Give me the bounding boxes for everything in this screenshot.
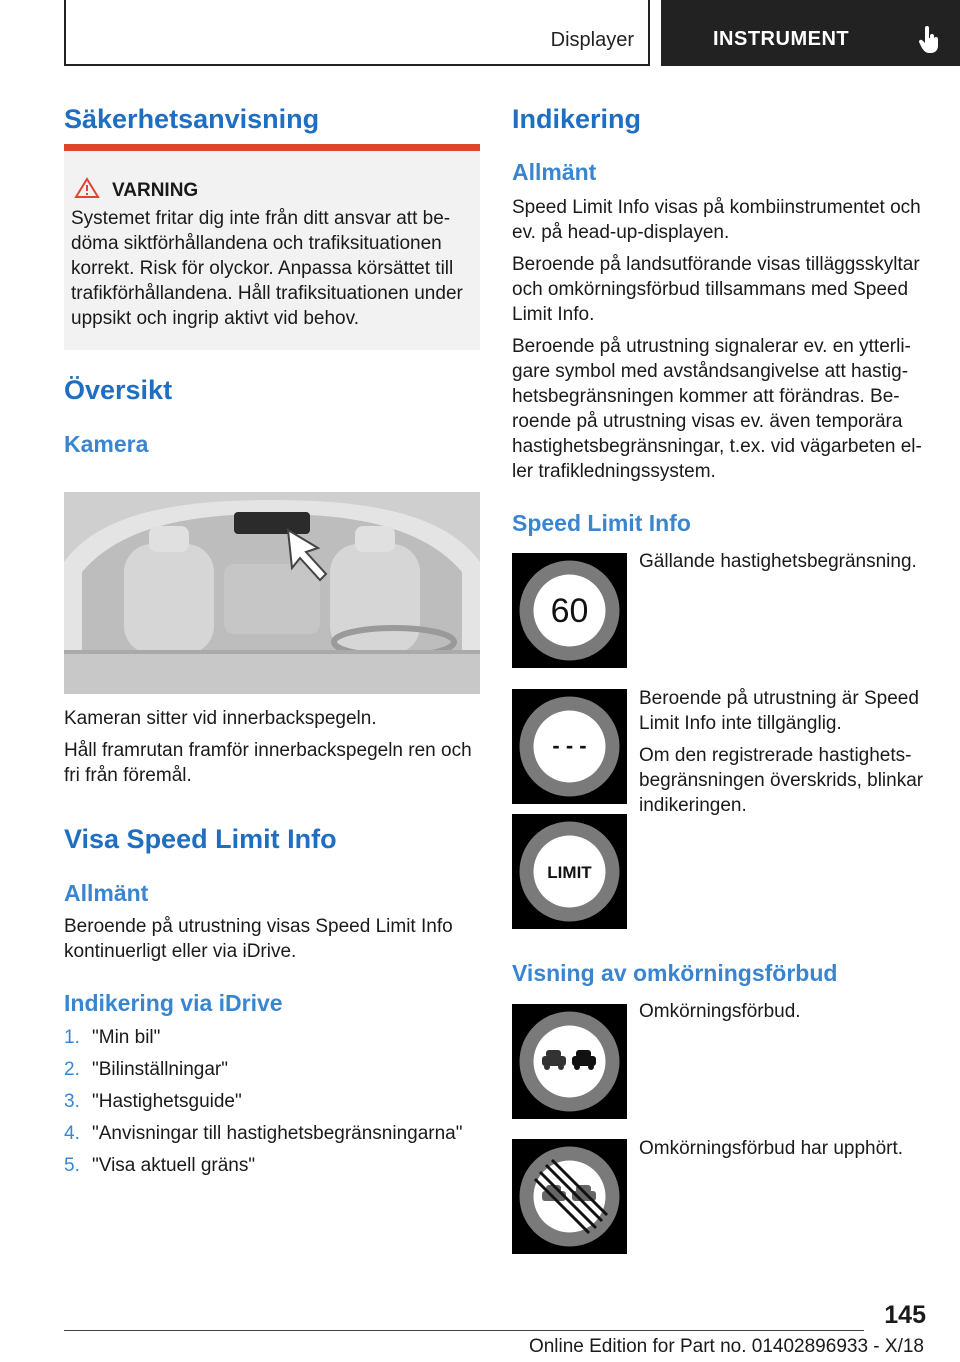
subheading-general-left: Allmänt [64, 880, 149, 906]
sli-unavailable-desc: Beroende på utrustning är Speed Limit Info inte tillgänglig. [639, 688, 919, 734]
no-overtaking-desc: Omkörningsförbud. [639, 1001, 801, 1022]
indication-text-1: Speed Limit Info visas på kombiinstrumentet och ev. på head-up-displayen. [512, 197, 921, 243]
subheading-general-right: Allmänt [512, 159, 597, 185]
warning-box [64, 144, 480, 350]
page-number: 145 [884, 1301, 926, 1329]
subheading-idrive: Indikering via iDrive [64, 990, 283, 1016]
end-no-overtaking-desc: Omkörningsförbud har upphört. [639, 1138, 904, 1159]
warning-triangle-icon [74, 177, 100, 199]
general-text-left: Beroende på utrustning visas Speed Limit Info kontinuerligt eller via iDrive. [64, 916, 453, 962]
subheading-camera: Kamera [64, 431, 149, 457]
warning-text: Systemet fritar dig inte från ditt ansvar att be- döma siktförhållandena och trafiksituationen korrekt. Risk för olyckor. Anpassa körsättet till trafikförhållandena. Håll trafiksituationen under uppsikt och ingrip aktivt vid behov. [71, 208, 463, 329]
speed-value: 60 [550, 592, 589, 630]
heading-show-sli: Visa Speed Limit Info [64, 824, 337, 854]
heading-indication: Indikering [512, 104, 642, 134]
footer-divider [64, 1330, 864, 1331]
chapter-tab[interactable] [661, 0, 960, 66]
speed-limit-sign-icon [512, 553, 627, 668]
section-tab-label: Displayer [550, 29, 634, 51]
chapter-tab-label: INSTRUMENT [713, 28, 850, 50]
end-no-overtaking-sign-icon [512, 1139, 627, 1254]
sli-exceeded-desc: Om den registrerade hastighets- begränsningen överskrids, blinkar indikeringen. [639, 745, 924, 816]
limit-exceeded-sign-icon [512, 814, 627, 929]
no-overtaking-sign-icon [512, 1004, 627, 1119]
indication-text-2: Beroende på landsutförande visas tilläggsskyltar och omkörningsförbud tillsammans med Speed Limit Info. [512, 254, 920, 325]
camera-location-text: Kameran sitter vid innerbackspegeln. [64, 708, 377, 729]
limit-label: LIMIT [547, 863, 592, 882]
unavailable-dashes: - - - [552, 733, 587, 758]
subheading-overtake: Visning av omkörningsförbud [512, 960, 838, 986]
heading-safety: Säkerhetsanvisning [64, 104, 320, 134]
camera-clean-text: Håll framrutan framför innerbackspegeln ren och fri från föremål. [64, 740, 472, 786]
subheading-sli: Speed Limit Info [512, 510, 691, 536]
hand-pointer-icon [918, 26, 940, 54]
footer-edition: Online Edition for Part no. 01402896933 - X/18 [528, 1336, 924, 1357]
speed-limit-desc: Gällande hastighetsbegränsning. [639, 551, 917, 572]
indication-text-3: Beroende på utrustning signalerar ev. en ytterli- gare symbol med avståndsangivelse att hastig- hetsbegränsningen kommer att förändras. Be- roende på utrustning visas ev. även temporära hastighetsbegränsningar, t.ex. vid vägarbeten el- ler trafikledningssystem. [512, 336, 922, 482]
camera-illustration [64, 492, 480, 694]
heading-overview: Översikt [64, 375, 173, 405]
section-tab[interactable] [64, 0, 650, 66]
warning-label: VARNING [112, 180, 199, 201]
sli-unavailable-sign-icon [512, 689, 627, 804]
